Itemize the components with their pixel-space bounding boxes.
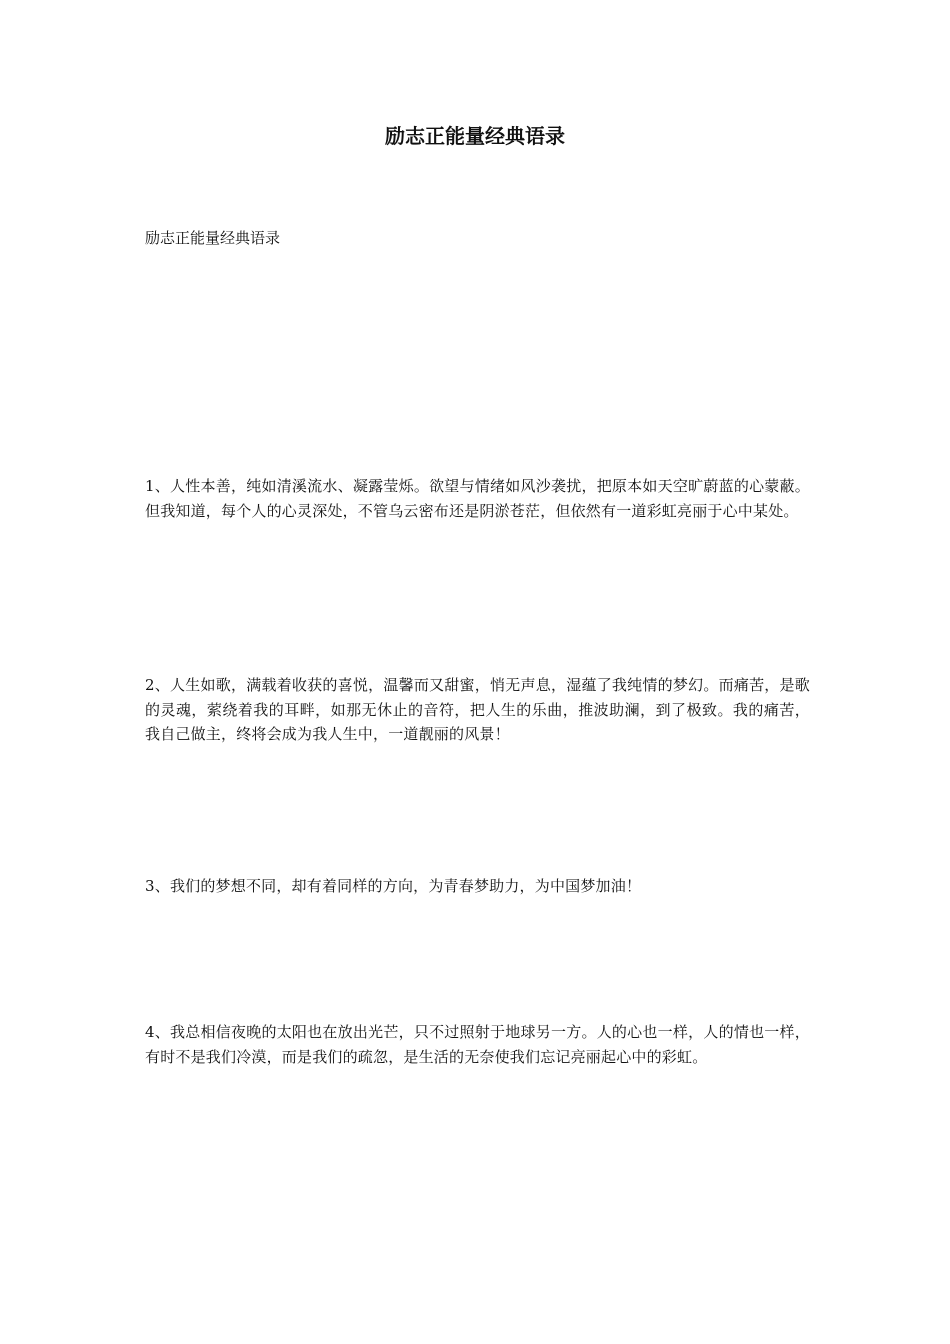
quote-paragraph-4: 4、我总相信夜晚的太阳也在放出光芒，只不过照射于地球另一方。人的心也一样，人的情也一样，有时不是我们冷漠，而是我们的疏忽，是生活的无奈使我们忘记亮丽起心中的彩虹。 [145, 1023, 810, 1066]
quote-paragraph-3: 3、我们的梦想不同，却有着同样的方向，为青春梦助力，为中国梦加油！ [145, 877, 642, 895]
document-title: 励志正能量经典语录 [385, 124, 565, 148]
quote-paragraph-1: 1、人性本善，纯如清溪流水、凝露莹烁。欲望与情绪如风沙袭扰，把原本如天空旷蔚蓝的心蒙蔽。但我知道，每个人的心灵深处，不管乌云密布还是阴淤苍茫，但依然有一道彩虹亮丽于心中某处。 [145, 477, 810, 520]
document-subtitle: 励志正能量经典语录 [145, 229, 281, 247]
quote-paragraph-2: 2、人生如歌，满载着收获的喜悦，温馨而又甜蜜，悄无声息，湿蕴了我纯情的梦幻。而痛苦，是歌的灵魂，萦绕着我的耳畔，如那无休止的音符，把人生的乐曲，推波助澜，到了极致。我的痛苦，我自己做主，终将会成为我人生中，一道靓丽的风景！ [145, 676, 810, 743]
